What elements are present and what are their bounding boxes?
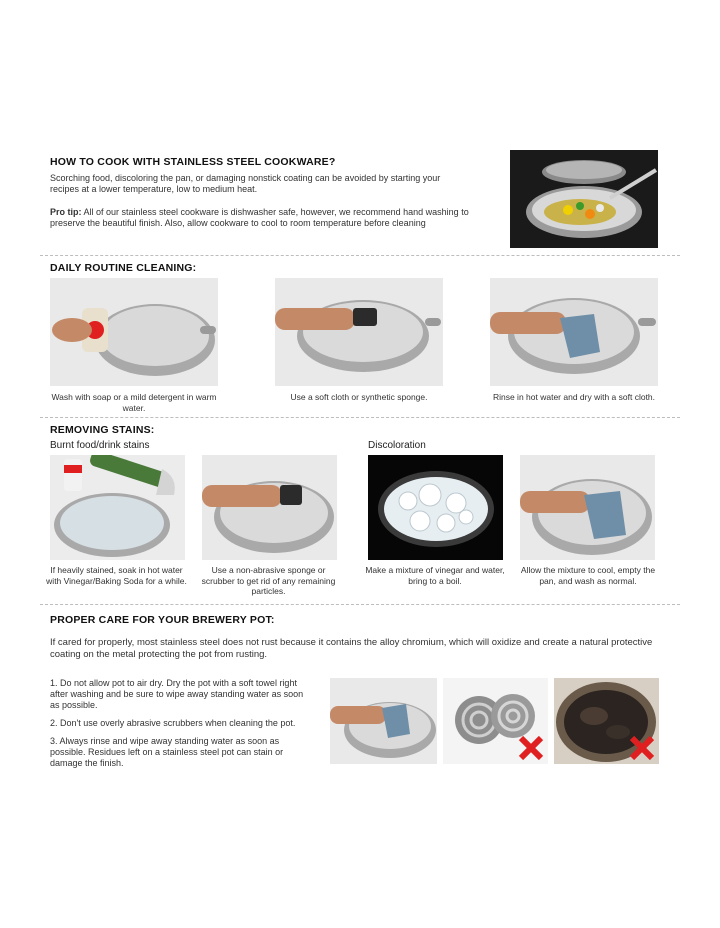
stain-caption-3: Make a mixture of vinegar and water, bring to a boil. [365, 565, 505, 586]
steel-wool-photo [443, 678, 548, 764]
stain-caption-2: Use a non-abrasive sponge or scrubber to get rid of any remaining particles. [201, 565, 336, 596]
pro-tip-label: Pro tip: [50, 207, 82, 217]
discoloration-label: Discoloration [368, 440, 426, 451]
cook-body: Scorching food, discoloring the pan, or damaging nonstick coating can be avoided by starting your recipes at a lower temperature, low to medium heat. [50, 173, 441, 194]
stain-caption-1: If heavily stained, soak in hot water with Vinegar/Baking Soda for a while. [46, 565, 187, 586]
care-item-3: 3. Always rinse and wipe away standing water as soon as possible. Residues left on a stainless steel pot can stain or damage the finish. [50, 736, 284, 768]
divider [40, 417, 680, 418]
burnt-pan-photo [554, 678, 659, 764]
towel-dry-photo [330, 678, 437, 764]
daily-title: DAILY ROUTINE CLEANING: [50, 262, 197, 274]
rinse-dry-photo [490, 278, 658, 386]
daily-caption-2: Use a soft cloth or synthetic sponge. [290, 392, 428, 402]
divider [40, 255, 680, 256]
care-item-2: 2. Don't use overly abrasive scrubbers when cleaning the pot. [50, 718, 296, 728]
wok-cooking-photo [510, 150, 658, 248]
care-intro: If cared for properly, most stainless steel does not rust because it contains the alloy chromium, which will oxidize and create a natural protective coating on the metal protecting the pot from rusting. [50, 637, 653, 660]
divider [40, 604, 680, 605]
wash-soap-photo [50, 278, 218, 386]
care-list [50, 678, 315, 769]
daily-caption-3: Rinse in hot water and dry with a soft cloth. [492, 392, 656, 402]
scrubber-photo [202, 455, 337, 560]
stains-title: REMOVING STAINS: [50, 424, 155, 436]
daily-caption-1: Wash with soap or a mild detergent in warm water. [51, 392, 217, 413]
soft-sponge-photo [275, 278, 443, 386]
cook-title: HOW TO COOK WITH STAINLESS STEEL COOKWARE? [50, 156, 336, 168]
care-item-1: 1. Do not allow pot to air dry. Dry the pot with a soft towel right after washing and be sure to wipe away standing water as soon as possible. [50, 678, 304, 710]
boiling-water-photo [368, 455, 503, 560]
cook-pro-tip [50, 207, 470, 229]
stain-caption-4: Allow the mixture to cool, empty the pan, and wash as normal. [520, 565, 656, 586]
care-title: PROPER CARE FOR YOUR BREWERY POT: [50, 614, 275, 626]
burnt-stains-label: Burnt food/drink stains [50, 440, 150, 451]
cool-wash-photo [520, 455, 655, 560]
soak-vinegar-photo [50, 455, 185, 560]
pro-tip-text: All of our stainless steel cookware is dishwasher safe, however, we recommend hand washing to preserve the beautiful finish. Also, allow cookware to cool to room temperature before cleaning [50, 207, 469, 228]
